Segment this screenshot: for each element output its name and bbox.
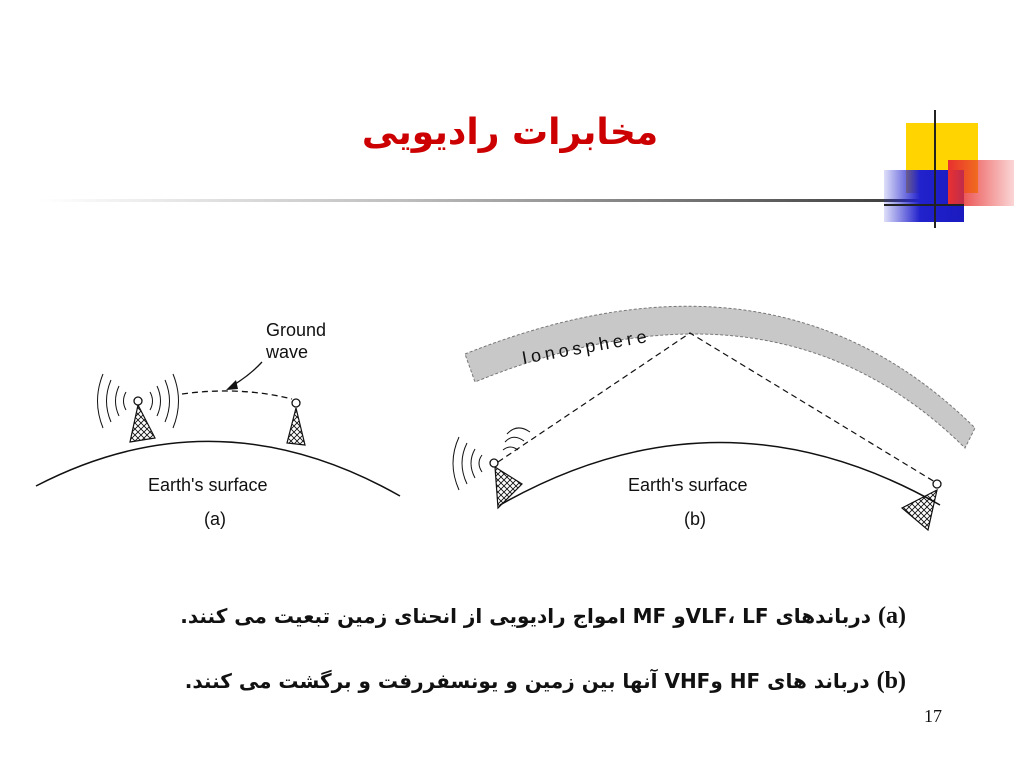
- panel-label-a: (a): [204, 509, 226, 529]
- panel-b: [453, 306, 975, 530]
- ionosphere-band: [465, 306, 975, 448]
- deco-red-square: [948, 160, 1014, 206]
- caption-b-tag: (b): [876, 668, 906, 694]
- caption-b-text: درباند های HF وVHF آنها بین زمین و یونسفررفت و برگشت می کنند.: [184, 669, 870, 693]
- ionosphere-label: Ionosphere: [520, 325, 652, 368]
- ground-wave-path: [182, 391, 292, 399]
- page-number: 17: [924, 706, 942, 726]
- antenna-tower-right-a: [287, 399, 305, 445]
- caption-a-tag: (a): [878, 603, 906, 629]
- antenna-tower-left-a: [130, 397, 155, 442]
- caption-a-text: درباندهای VLF، LFو MF امواج رادیویی از انحنای زمین تبعیت می کنند.: [180, 604, 872, 628]
- title-divider: [40, 199, 940, 202]
- panel-label-b: (b): [684, 509, 706, 529]
- radiation-waves-b: [453, 428, 530, 490]
- caption-b: [185, 668, 906, 695]
- caption-a: [180, 603, 906, 630]
- ground-wave-label-line1: Ground: [266, 320, 327, 340]
- ground-wave-label-line2: wave: [266, 342, 309, 362]
- earth-surface-label-b: Earth's surface: [628, 475, 748, 495]
- deco-vertical-line: [934, 110, 936, 228]
- radio-propagation-figure: [0, 300, 1024, 560]
- page-title: مخابرات رادیویی: [361, 112, 659, 153]
- earth-surface-label-a: Earth's surface: [148, 475, 268, 495]
- panel-a: [36, 320, 400, 529]
- earth-curve-b: [500, 443, 940, 506]
- antenna-tower-left-b: [490, 459, 522, 508]
- deco-horizontal-line: [884, 204, 964, 206]
